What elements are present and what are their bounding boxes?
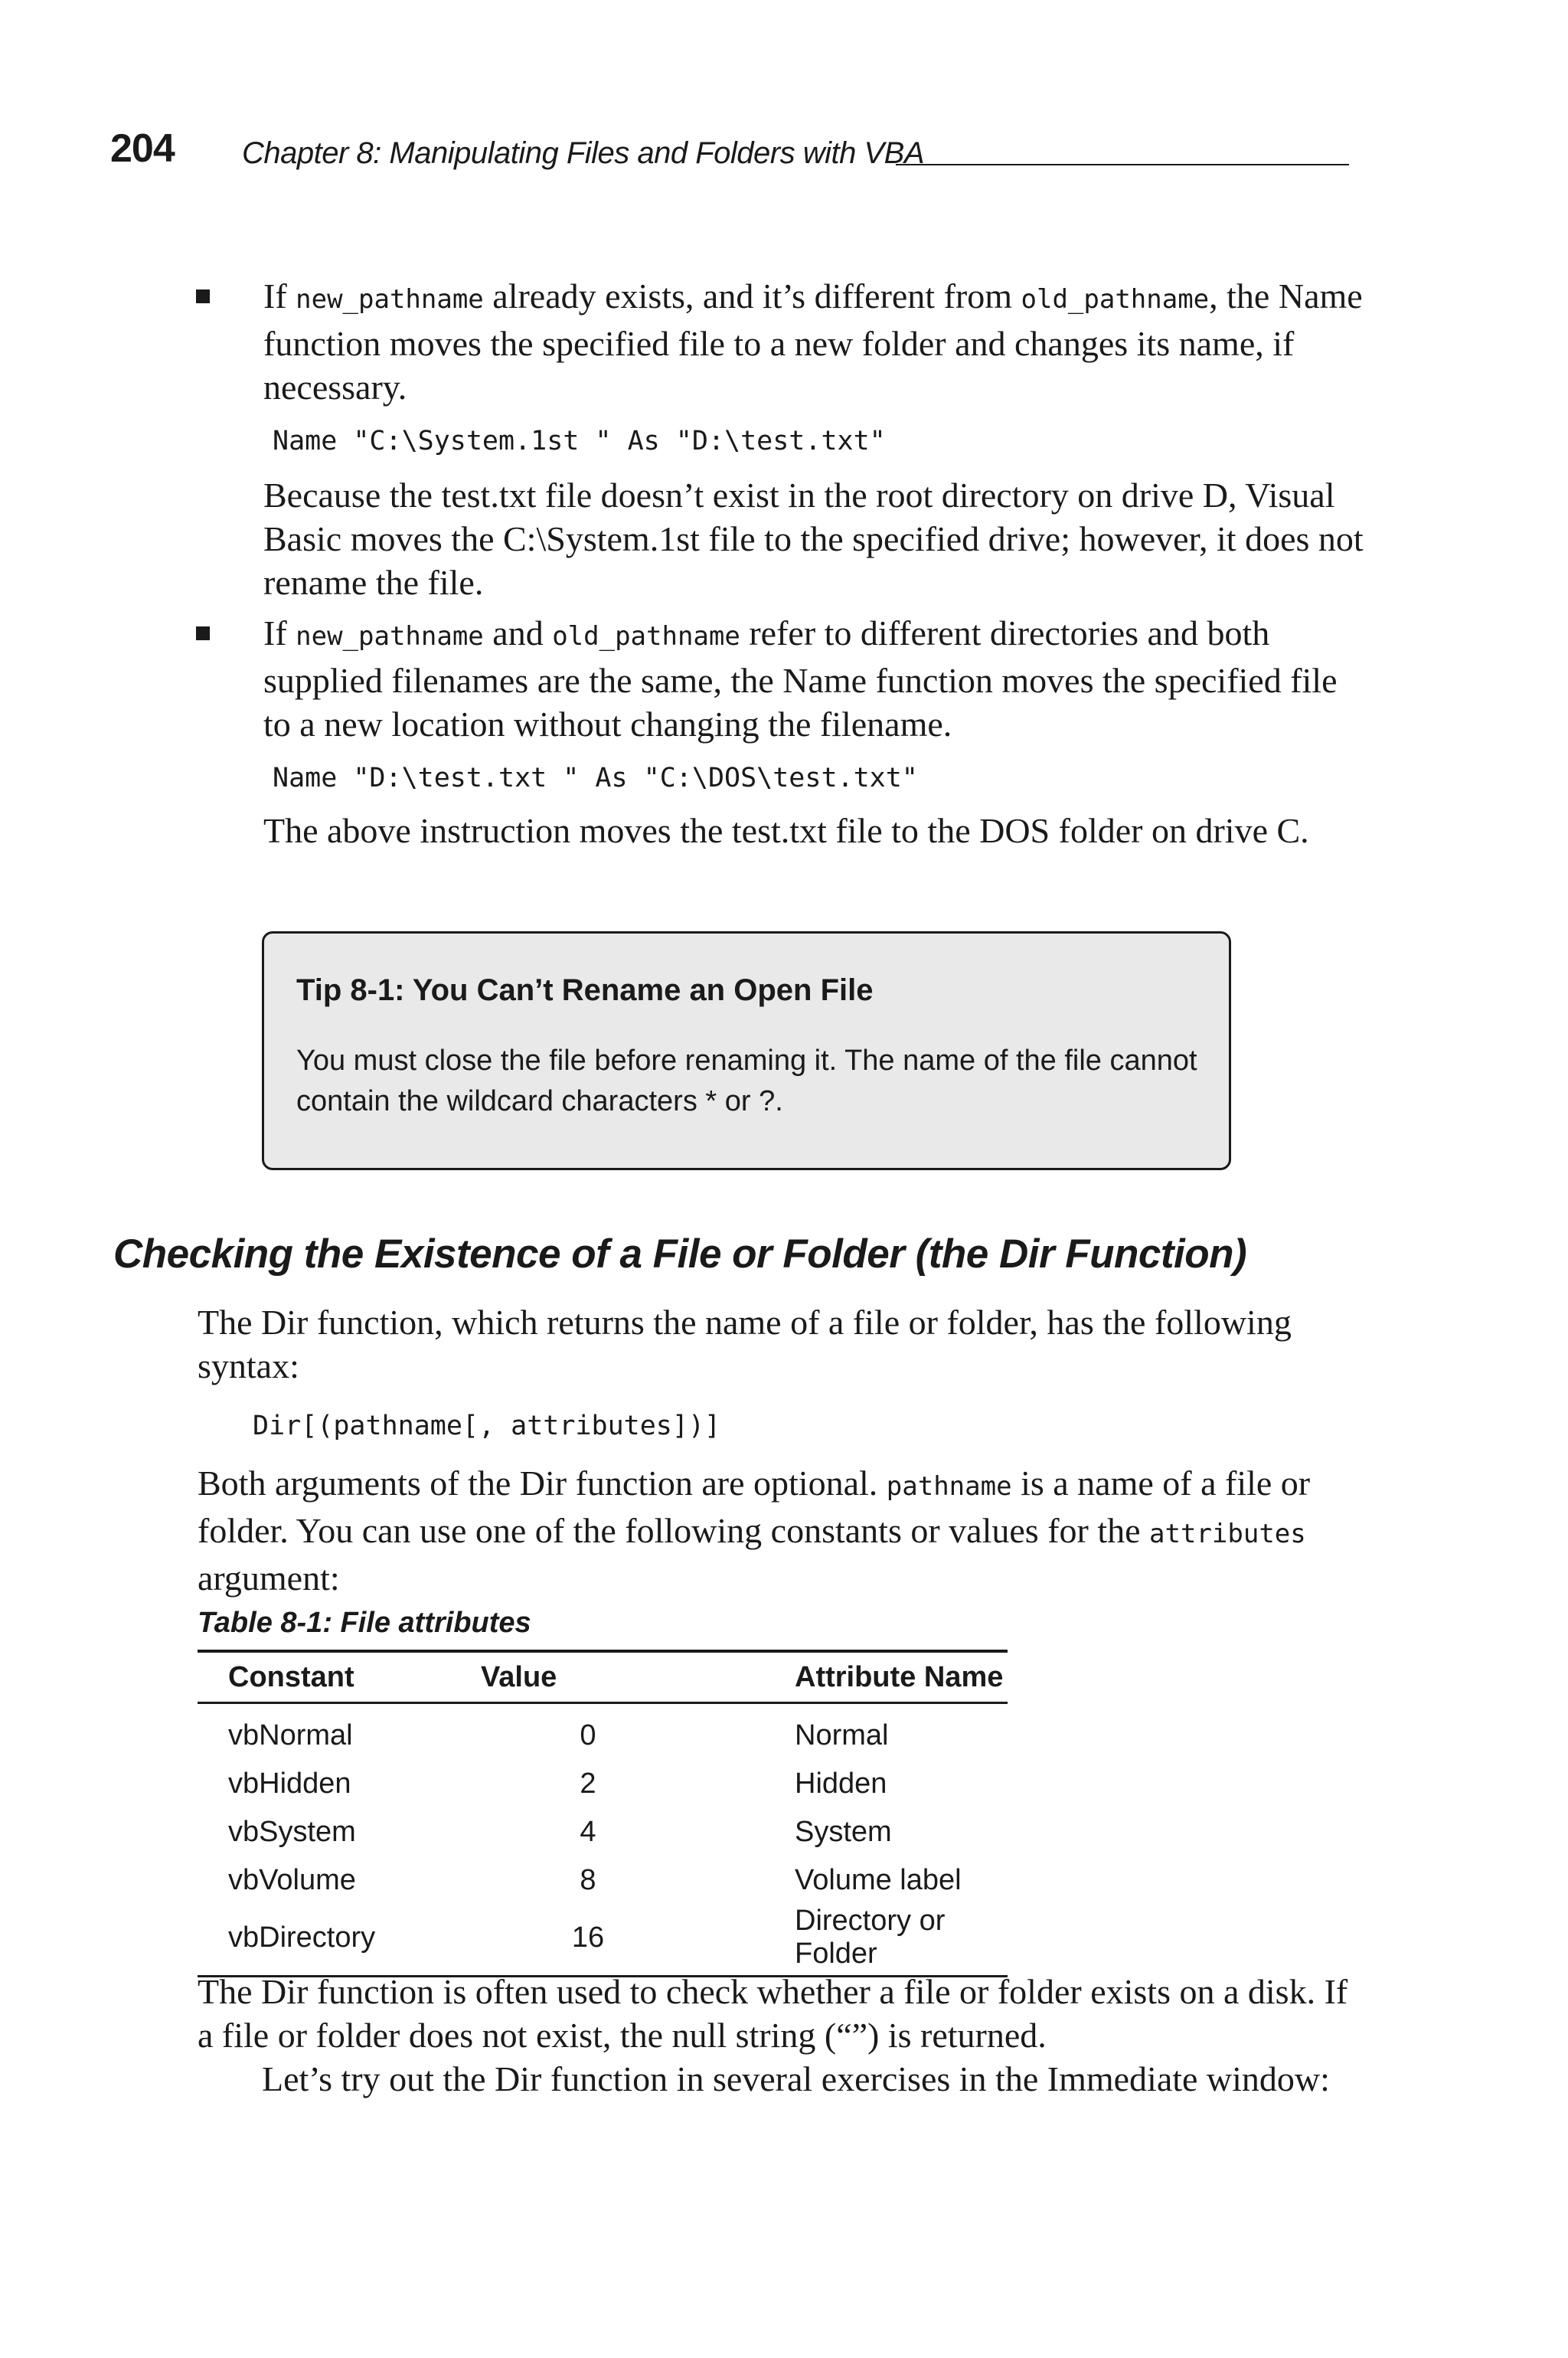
table-caption: Table 8-1: File attributes — [198, 1607, 531, 1639]
table-cell: Directory or Folder — [795, 1905, 946, 1970]
bullet-content — [263, 274, 1366, 602]
followup-text: Because the test.txt file doesn’t exist in the root directory on drive D, Visual Basic moves the C:\System.1st file to the specified drive; however, it does not rename the file. — [263, 476, 1364, 602]
text-span: If — [263, 276, 296, 316]
inline-code: old_pathname — [552, 621, 740, 652]
inline-code: pathname — [886, 1471, 1012, 1502]
table-cell: 8 — [580, 1864, 596, 1896]
code-example: Name "C:\System.1st " As "D:\test.txt" — [273, 426, 886, 456]
header-rule — [896, 164, 1349, 165]
file-attributes-table — [198, 1650, 1008, 1977]
table-cell: Hidden — [795, 1768, 887, 1800]
table-header-row — [198, 1651, 1008, 1703]
bullet-content — [263, 611, 1366, 850]
intro-paragraph: The Dir function, which returns the name of a file or folder, has the following syntax: — [198, 1303, 1292, 1385]
page-number: 204 — [110, 126, 175, 171]
table-cell: 2 — [580, 1768, 596, 1800]
followup-text: The above instruction moves the test.txt file to the DOS folder on drive C. — [263, 811, 1309, 850]
text-span: If — [263, 613, 296, 652]
code-example: Name "D:\test.txt " As "C:\DOS\test.txt" — [273, 763, 918, 793]
text-span: is a name of a file or folder. You can use one of the following constants or values for the — [198, 1464, 1311, 1550]
bullet-marker — [196, 289, 210, 303]
table-cell: 4 — [580, 1816, 596, 1848]
table-row — [198, 1856, 1008, 1905]
column-header-attribute-name: Attribute Name — [795, 1660, 1004, 1693]
column-header-constant: Constant — [228, 1660, 354, 1693]
tip-body: You must close the file before renaming it. The name of the file cannot contain the wildcard characters * or ?. — [296, 1045, 1197, 1117]
table-row — [198, 1703, 1008, 1761]
column-header-value: Value — [481, 1660, 557, 1693]
text-span: , the Name function moves the specified file to a new folder and changes its name, if necessary. — [263, 276, 1363, 407]
table-cell: Normal — [795, 1719, 889, 1751]
table-cell: vbVolume — [228, 1864, 356, 1896]
inline-code: attributes — [1149, 1519, 1306, 1549]
running-head: Chapter 8: Manipulating Files and Folders with VBA — [242, 136, 925, 170]
arguments-paragraph — [198, 1461, 1361, 1600]
table-cell: Volume label — [795, 1864, 962, 1896]
table-cell: vbHidden — [228, 1768, 351, 1800]
tip-box — [262, 931, 1231, 1170]
tip-title: Tip 8-1: You Can’t Rename an Open File — [296, 973, 874, 1007]
text-span: argument: — [198, 1558, 340, 1598]
section-heading: Checking the Existence of a File or Folder (the Dir Function) — [113, 1231, 1247, 1277]
bullet-text — [263, 274, 1366, 409]
inline-code: new_pathname — [296, 284, 484, 315]
table-cell: 16 — [571, 1921, 605, 1954]
text-span: Both arguments of the Dir function are optional. — [198, 1464, 887, 1503]
table-row — [198, 1760, 1008, 1808]
table-cell: 0 — [580, 1719, 596, 1751]
table-cell: vbNormal — [228, 1719, 353, 1751]
bullet-marker — [196, 626, 210, 640]
inline-code: old_pathname — [1021, 284, 1210, 315]
closing-paragraph-1: The Dir function is often used to check whether a file or folder exists on a disk. If a file or folder does not exist, the null string (“”) is returned. — [198, 1972, 1348, 2055]
bullet-text — [263, 611, 1366, 746]
text-span: already exists, and it’s different from — [483, 276, 1021, 316]
table-cell: vbSystem — [228, 1816, 356, 1848]
table-cell: vbDirectory — [228, 1921, 376, 1954]
text-span: and — [483, 613, 553, 652]
table-row — [198, 1808, 1008, 1856]
inline-code: new_pathname — [296, 621, 484, 652]
syntax-code: Dir[(pathname[, attributes])] — [253, 1411, 721, 1441]
table-cell: System — [795, 1816, 892, 1848]
table-row — [198, 1905, 1008, 1977]
closing-paragraph-2: Let’s try out the Dir function in several exercises in the Immediate window: — [262, 2059, 1330, 2098]
text-span: refer to different directories and both supplied filenames are the same, the Name function moves the specified file to a new location without changing the filename. — [263, 613, 1338, 744]
